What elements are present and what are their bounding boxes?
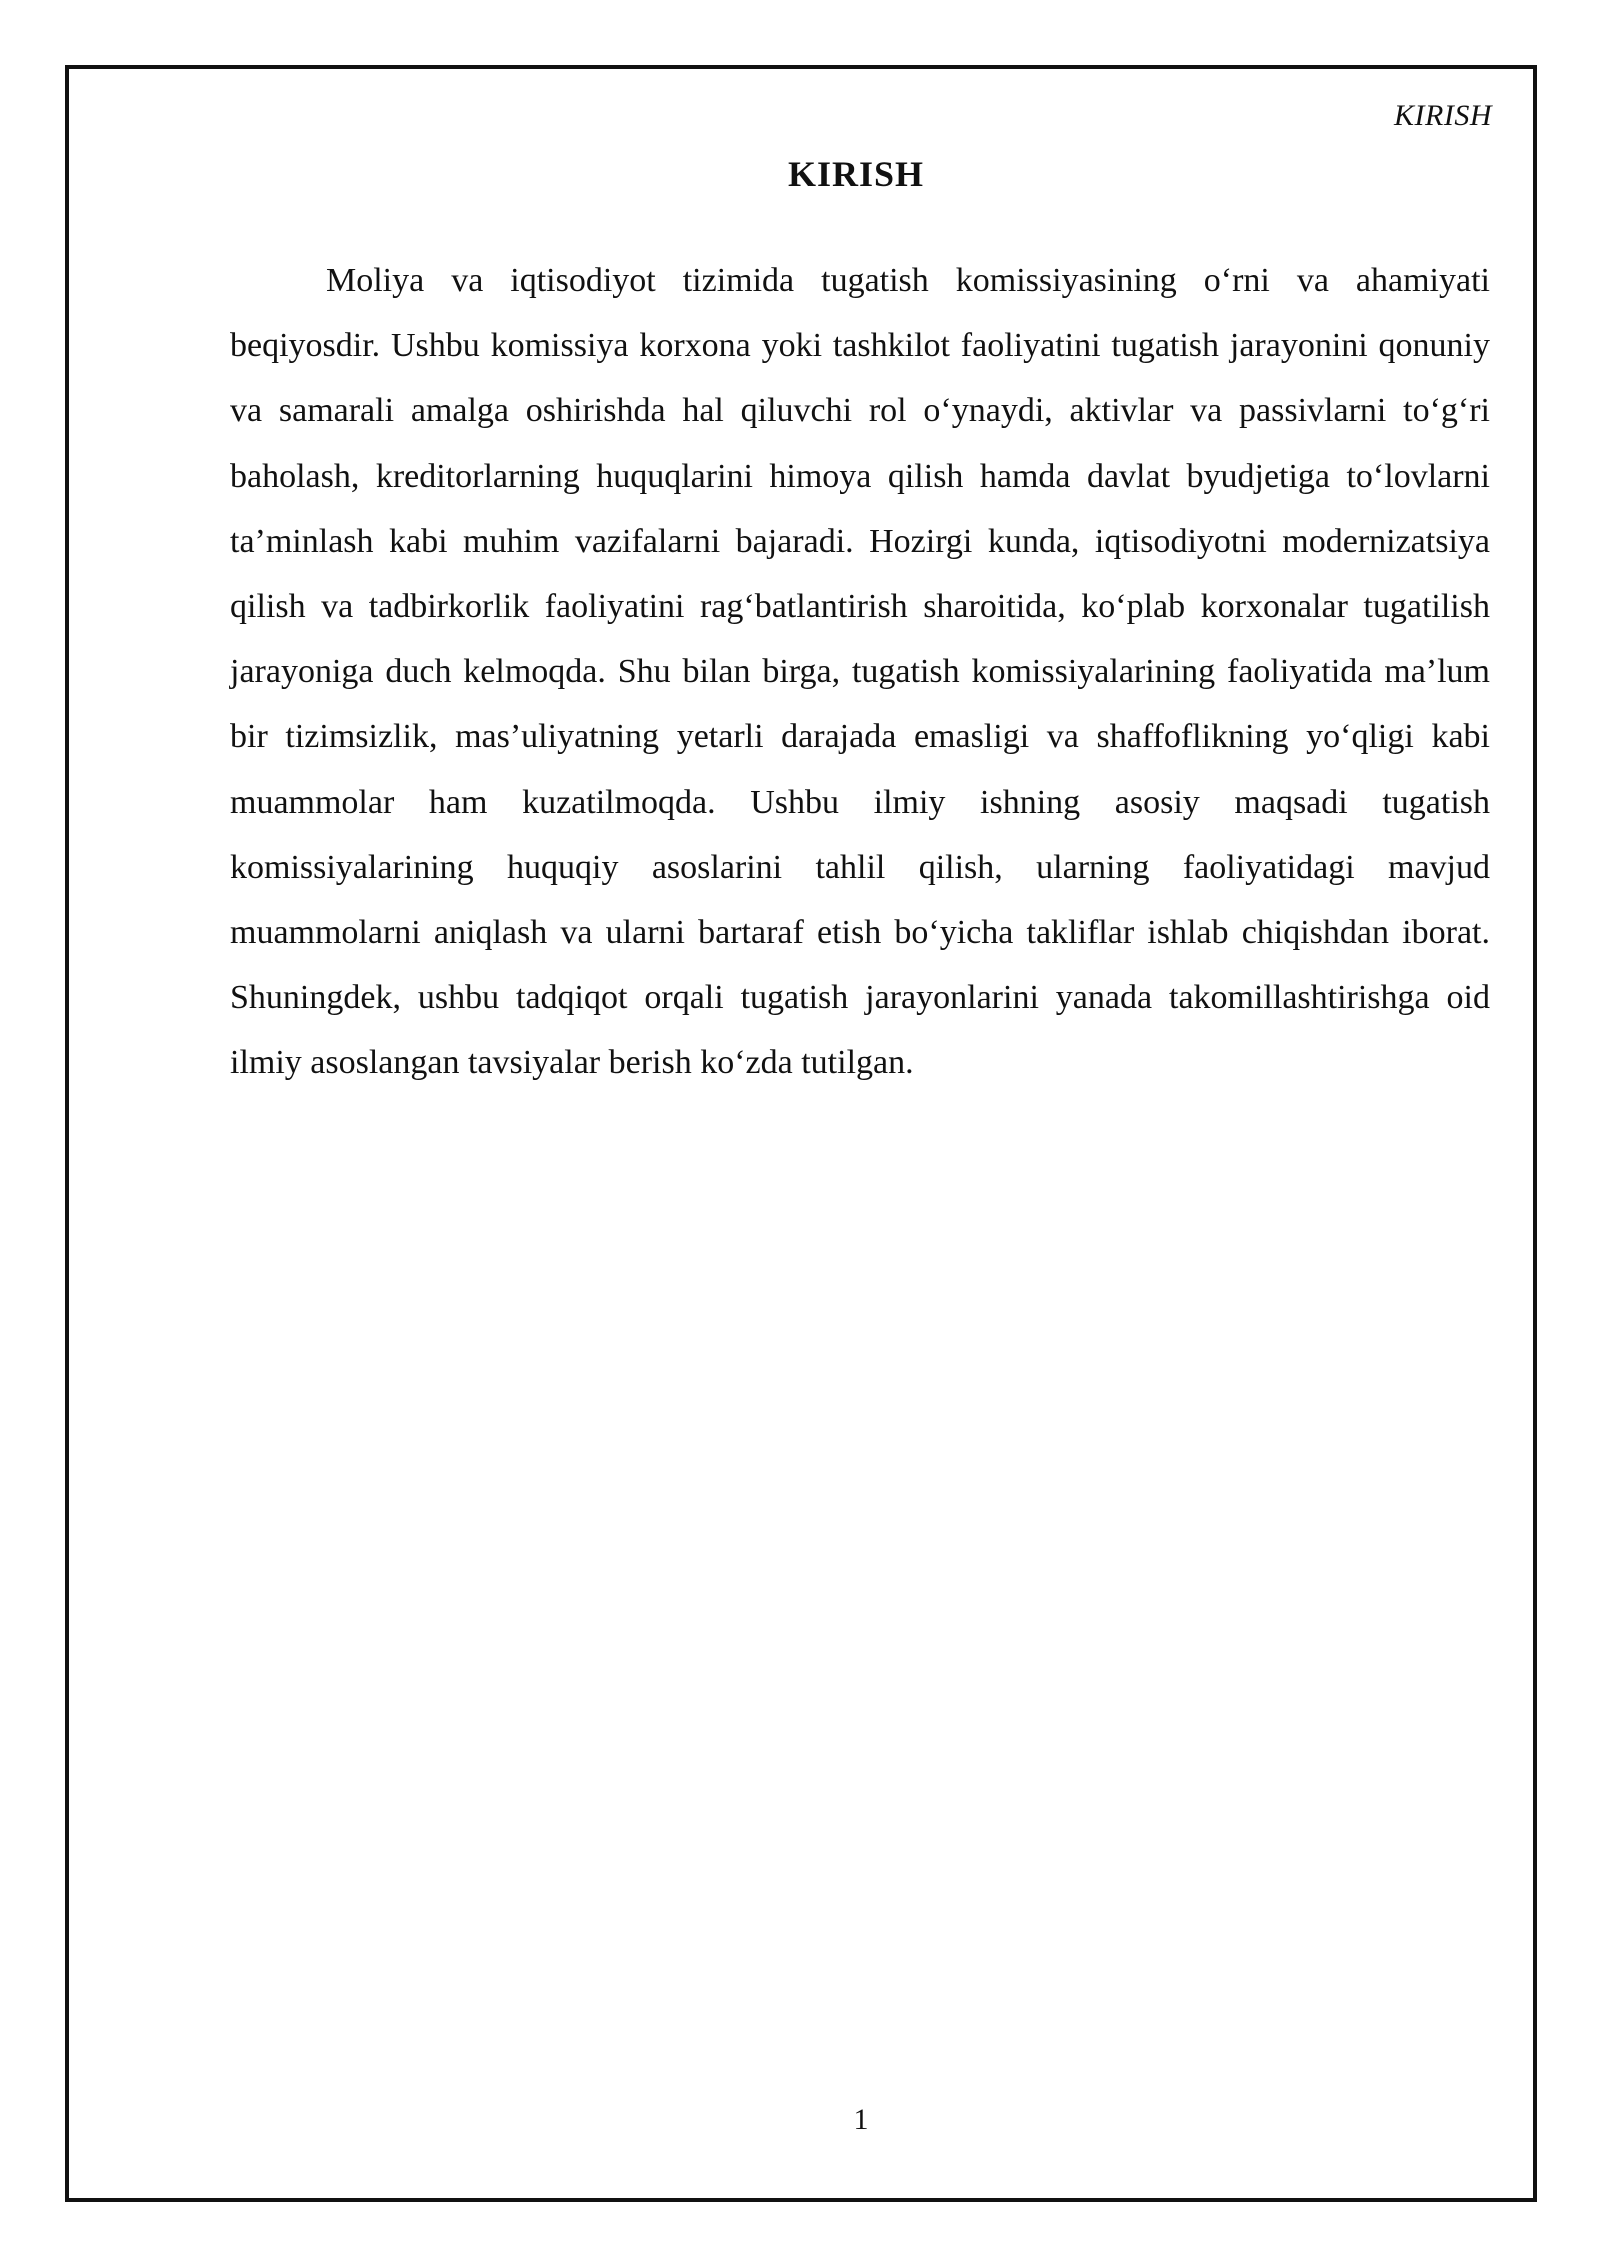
- page-title: KIRISH: [787, 154, 925, 194]
- running-header: KIRISH: [1394, 99, 1492, 132]
- page-number: 1: [853, 2103, 869, 2136]
- body-paragraph: Moliya va iqtisodiyot tizimida tugatish komissiyasining o‘rni va ahamiyati beqiyosdir. Ushbu komissiya korxona yoki tashkilot faoliyatini tugatish jarayonini qonuniy va samarali amalga oshirishda hal qiluvchi rol o‘ynaydi, aktivlar va passivlarni to‘g‘ri baholash, kreditorlarning huquqlarini himoya qilish hamda davlat byudjetiga to‘lovlarni ta’minlash kabi muhim vazifalarni bajaradi. Hozirgi kunda, iqtisodiyotni modernizatsiya qilish va tadbirkorlik faoliyatini rag‘batlantirish sharoitida, ko‘plab korxonalar tugatilish jarayoniga duch kelmoqda. Shu bilan birga, tugatish komissiyalarining faoliyatida ma’lum bir tizimsizlik, mas’uliyatning yetarli darajada emasligi va shaffoflikning yo‘qligi kabi muammolar ham kuzatilmoqda. Ushbu ilmiy ishning asosiy maqsadi tugatish komissiyalarining huquqiy asoslarini tahlil qilish, ularning faoliyatidagi mavjud muammolarni aniqlash va ularni bartaraf etish bo‘yicha takliflar ishlab chiqishdan iborat. Shuningdek, ushbu tadqiqot orqali tugatish jarayonlarini yanada takomillashtirishga oid ilmiy asoslangan tavsiyalar berish ko‘zda tutilgan.: [230, 262, 1490, 1082]
